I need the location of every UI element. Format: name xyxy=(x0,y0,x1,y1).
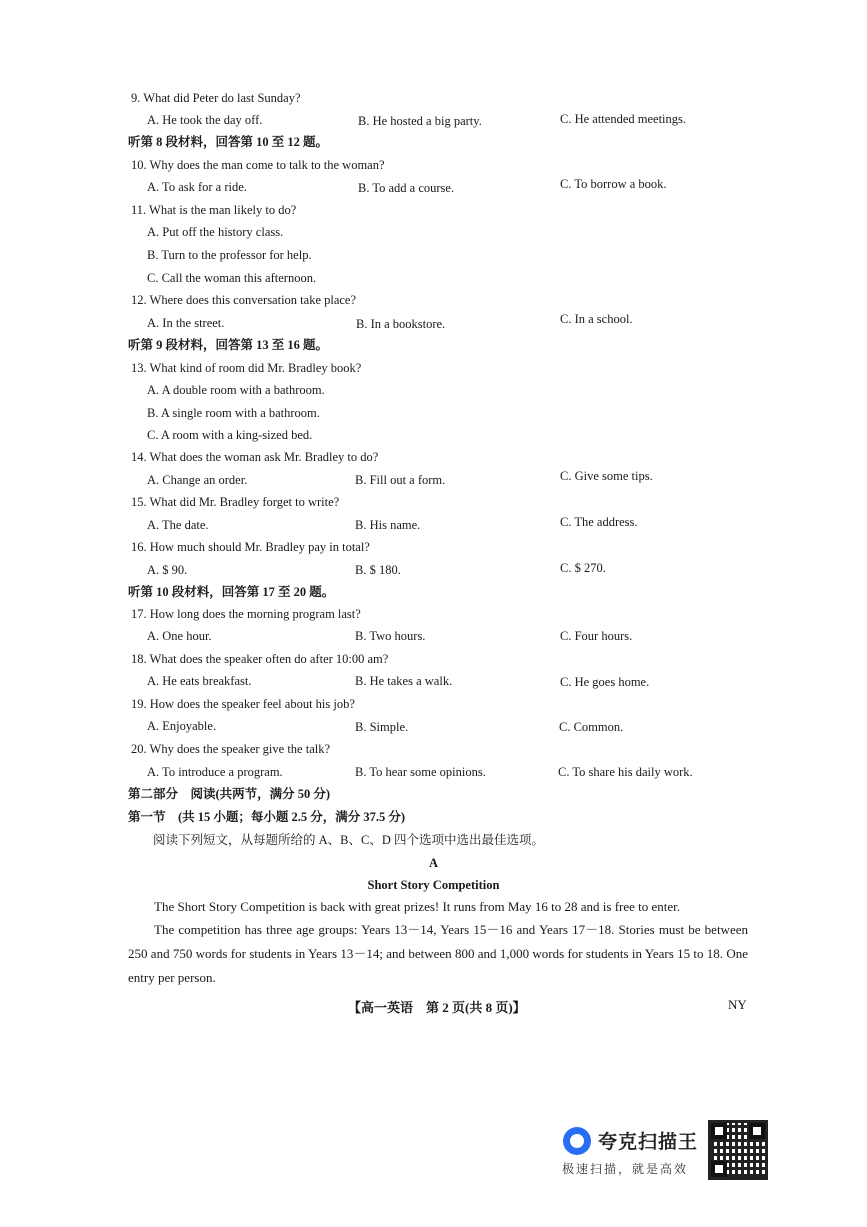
question-14: 14. What does the woman ask Mr. Bradley to do? xyxy=(131,450,379,464)
option-10c: C. To borrow a book. xyxy=(560,177,667,191)
question-13: 13. What kind of room did Mr. Bradley book? xyxy=(131,361,362,375)
option-13b: B. A single room with a bathroom. xyxy=(147,406,320,420)
passage-paragraph-2: The competition has three age groups: Years 13－14, Years 15－16 and Years 17－18. Stories must be between 250 and 750 words for students in Years 13－14; and between 800 and 1,000 words for students in Years 15 to 18. One entry per person. xyxy=(128,922,748,985)
option-9b: B. He hosted a big party. xyxy=(358,114,482,128)
option-9c: C. He attended meetings. xyxy=(560,112,687,126)
option-16a: A. $ 90. xyxy=(147,563,188,577)
option-19b: B. Simple. xyxy=(355,720,409,734)
question-15: 15. What did Mr. Bradley forget to write? xyxy=(131,495,340,509)
option-14a: A. Change an order. xyxy=(147,473,248,487)
section-header-9: 听第 9 段材料，回答第 13 至 16 题。 xyxy=(128,338,329,352)
question-9: 9. What did Peter do last Sunday? xyxy=(131,91,301,105)
option-13c: C. A room with a king-sized bed. xyxy=(147,428,313,442)
passage-title: Short Story Competition xyxy=(367,878,500,892)
question-20: 20. Why does the speaker give the talk? xyxy=(131,742,331,756)
quark-logo-icon xyxy=(563,1127,591,1155)
option-14c: C. Give some tips. xyxy=(560,469,653,483)
part-two-heading: 第二部分 阅读(共两节，满分 50 分) xyxy=(128,787,331,801)
question-19: 19. How does the speaker feel about his job? xyxy=(131,697,355,711)
question-18: 18. What does the speaker often do after 10:00 am? xyxy=(131,652,389,666)
option-18b: B. He takes a walk. xyxy=(355,674,453,688)
option-15b: B. His name. xyxy=(355,518,421,532)
qr-code-icon xyxy=(708,1120,768,1180)
section-one-heading: 第一节 (共 15 小题；每小题 2.5 分，满分 37.5 分) xyxy=(128,810,406,824)
question-16: 16. How much should Mr. Bradley pay in total? xyxy=(131,540,370,554)
section-header-10: 听第 10 段材料，回答第 17 至 20 题。 xyxy=(128,585,335,599)
option-19a: A. Enjoyable. xyxy=(147,719,217,733)
option-18a: A. He eats breakfast. xyxy=(147,674,252,688)
paper-code: NY xyxy=(728,997,747,1012)
option-18c: C. He goes home. xyxy=(560,675,650,689)
option-13a: A. A double room with a bathroom. xyxy=(147,383,325,397)
option-10b: B. To add a course. xyxy=(358,181,455,195)
option-16b: B. $ 180. xyxy=(355,563,401,577)
option-17a: A. One hour. xyxy=(147,629,212,643)
scanner-slogan: 极速扫描，就是高效 xyxy=(562,1162,689,1176)
option-11b: B. Turn to the professor for help. xyxy=(147,248,312,262)
reading-instructions: 阅读下列短文，从每题所给的 A、B、C、D 四个选项中选出最佳选项。 xyxy=(153,833,544,847)
option-17c: C. Four hours. xyxy=(560,629,633,643)
option-14b: B. Fill out a form. xyxy=(355,473,446,487)
scanner-brand-name: 夸克扫描王 xyxy=(598,1131,699,1153)
option-12a: A. In the street. xyxy=(147,316,225,330)
option-11a: A. Put off the history class. xyxy=(147,225,284,239)
option-20c: C. To share his daily work. xyxy=(558,765,693,779)
option-17b: B. Two hours. xyxy=(355,629,426,643)
option-10a: A. To ask for a ride. xyxy=(147,180,247,194)
page-footer: 【高一英语 第 2 页(共 8 页)】 xyxy=(348,1000,526,1015)
option-20b: B. To hear some opinions. xyxy=(355,765,486,779)
question-11: 11. What is the man likely to do? xyxy=(131,203,297,217)
option-15a: A. The date. xyxy=(147,518,209,532)
question-12: 12. Where does this conversation take place? xyxy=(131,293,357,307)
option-20a: A. To introduce a program. xyxy=(147,765,283,779)
option-19c: C. Common. xyxy=(559,720,624,734)
option-12b: B. In a bookstore. xyxy=(356,317,446,331)
option-12c: C. In a school. xyxy=(560,312,633,326)
option-11c: C. Call the woman this afternoon. xyxy=(147,271,317,285)
section-header-8: 听第 8 段材料，回答第 10 至 12 题。 xyxy=(128,135,329,149)
question-17: 17. How long does the morning program last? xyxy=(131,607,361,621)
passage-paragraph-1: The Short Story Competition is back with great prizes! It runs from May 16 to 28 and is free to enter. xyxy=(154,899,681,914)
option-9a: A. He took the day off. xyxy=(147,113,263,127)
passage-label: A xyxy=(428,856,439,870)
option-16c: C. $ 270. xyxy=(560,561,606,575)
option-15c: C. The address. xyxy=(560,515,638,529)
question-10: 10. Why does the man come to talk to the woman? xyxy=(131,158,385,172)
